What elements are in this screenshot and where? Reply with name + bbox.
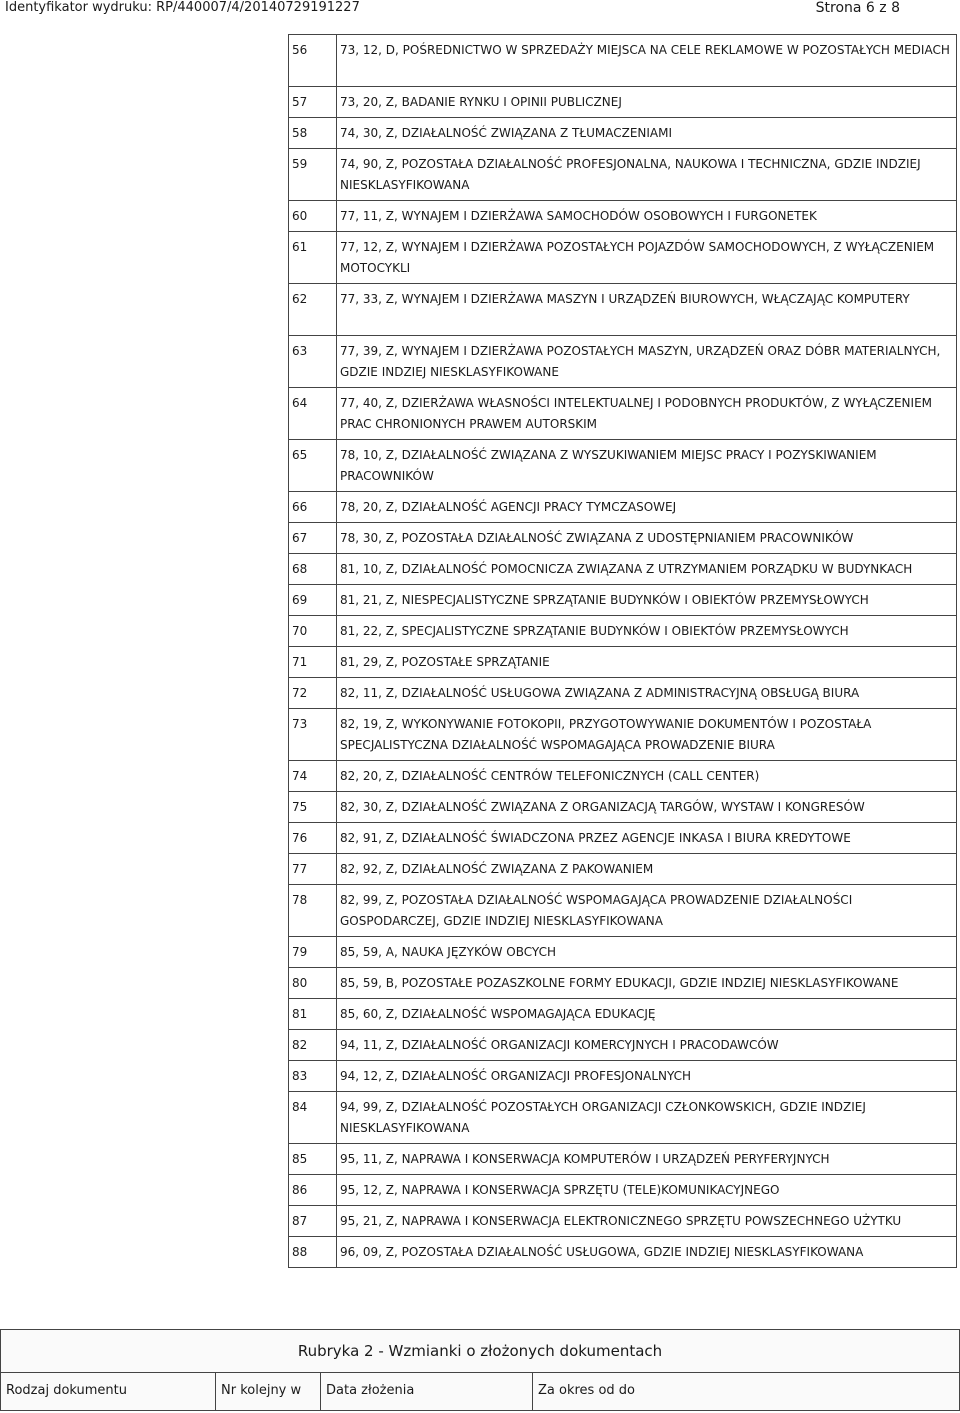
row-number: 67 (289, 523, 337, 554)
pkd-description: 85, 60, Z, DZIAŁALNOŚĆ WSPOMAGAJĄCA EDUKACJĘ (337, 999, 957, 1030)
pkd-description: 94, 12, Z, DZIAŁALNOŚĆ ORGANIZACJI PROFESJONALNYCH (337, 1061, 957, 1092)
row-number: 68 (289, 554, 337, 585)
pkd-description: 77, 12, Z, WYNAJEM I DZIERŻAWA POZOSTAŁYCH POJAZDÓW SAMOCHODOWYCH, Z WYŁĄCZENIEM MOTOCYKLI (337, 232, 957, 284)
row-number: 66 (289, 492, 337, 523)
pkd-description: 96, 09, Z, POZOSTAŁA DZIAŁALNOŚĆ USŁUGOWA, GDZIE INDZIEJ NIESKLASYFIKOWANA (337, 1237, 957, 1268)
table-row (289, 823, 957, 854)
row-number: 81 (289, 999, 337, 1030)
row-number: 79 (289, 937, 337, 968)
pkd-description: 82, 99, Z, POZOSTAŁA DZIAŁALNOŚĆ WSPOMAGAJĄCA PROWADZENIE DZIAŁALNOŚCI GOSPODARCZEJ, GDZIE INDZIEJ NIESKLASYFIKOWANA (337, 885, 957, 937)
row-number: 84 (289, 1092, 337, 1144)
pkd-description: 82, 30, Z, DZIAŁALNOŚĆ ZWIĄZANA Z ORGANIZACJĄ TARGÓW, WYSTAW I KONGRESÓW (337, 792, 957, 823)
pkd-description: 95, 21, Z, NAPRAWA I KONSERWACJA ELEKTRONICZNEGO SPRZĘTU POWSZECHNEGO UŻYTKU (337, 1206, 957, 1237)
pkd-description: 82, 92, Z, DZIAŁALNOŚĆ ZWIĄZANA Z PAKOWANIEM (337, 854, 957, 885)
pkd-codes-table (288, 34, 957, 1268)
table-row (289, 1237, 957, 1268)
row-number: 59 (289, 149, 337, 201)
table-row (289, 1206, 957, 1237)
pkd-description: 78, 10, Z, DZIAŁALNOŚĆ ZWIĄZANA Z WYSZUKIWANIEM MIEJSC PRACY I POZYSKIWANIEM PRACOWNIKÓW (337, 440, 957, 492)
table-row (289, 118, 957, 149)
column-header-filing-date: Data złożenia (321, 1373, 533, 1411)
documents-header-row (1, 1372, 959, 1411)
pkd-description: 82, 19, Z, WYKONYWANIE FOTOKOPII, PRZYGOTOWYWANIE DOKUMENTÓW I POZOSTAŁA SPECJALISTYCZNA DZIAŁALNOŚĆ WSPOMAGAJĄCA PROWADZENIE BIURA (337, 709, 957, 761)
table-row (289, 937, 957, 968)
row-number: 75 (289, 792, 337, 823)
row-number: 56 (289, 35, 337, 87)
table-row (289, 336, 957, 388)
table-row (289, 388, 957, 440)
column-header-sequence-number: Nr kolejny w (216, 1373, 321, 1411)
pkd-description: 73, 12, D, POŚREDNICTWO W SPRZEDAŻY MIEJSCA NA CELE REKLAMOWE W POZOSTAŁYCH MEDIACH (337, 35, 957, 87)
table-row (289, 1092, 957, 1144)
documents-section (0, 1329, 960, 1411)
row-number: 73 (289, 709, 337, 761)
pkd-description: 82, 91, Z, DZIAŁALNOŚĆ ŚWIADCZONA PRZEZ AGENCJE INKASA I BIURA KREDYTOWE (337, 823, 957, 854)
table-row (289, 554, 957, 585)
row-number: 77 (289, 854, 337, 885)
row-number: 87 (289, 1206, 337, 1237)
row-number: 82 (289, 1030, 337, 1061)
row-number: 72 (289, 678, 337, 709)
pkd-description: 81, 21, Z, NIESPECJALISTYCZNE SPRZĄTANIE BUDYNKÓW I OBIEKTÓW PRZEMYSŁOWYCH (337, 585, 957, 616)
row-number: 60 (289, 201, 337, 232)
pkd-description: 95, 12, Z, NAPRAWA I KONSERWACJA SPRZĘTU (TELE)KOMUNIKACYJNEGO (337, 1175, 957, 1206)
table-row (289, 999, 957, 1030)
pkd-description: 74, 90, Z, POZOSTAŁA DZIAŁALNOŚĆ PROFESJONALNA, NAUKOWA I TECHNICZNA, GDZIE INDZIEJ NIESKLASYFIKOWANA (337, 149, 957, 201)
table-row (289, 854, 957, 885)
table-row (289, 1061, 957, 1092)
row-number: 83 (289, 1061, 337, 1092)
row-number: 88 (289, 1237, 337, 1268)
table-row (289, 1144, 957, 1175)
pkd-description: 73, 20, Z, BADANIE RYNKU I OPINII PUBLICZNEJ (337, 87, 957, 118)
table-row (289, 1175, 957, 1206)
table-row (289, 968, 957, 999)
row-number: 62 (289, 284, 337, 336)
pkd-description: 82, 11, Z, DZIAŁALNOŚĆ USŁUGOWA ZWIĄZANA Z ADMINISTRACYJNĄ OBSŁUGĄ BIURA (337, 678, 957, 709)
row-number: 69 (289, 585, 337, 616)
table-row (289, 523, 957, 554)
row-number: 85 (289, 1144, 337, 1175)
pkd-description: 77, 33, Z, WYNAJEM I DZIERŻAWA MASZYN I URZĄDZEŃ BIUROWYCH, WŁĄCZAJĄC KOMPUTERY (337, 284, 957, 336)
column-header-document-type: Rodzaj dokumentu (1, 1373, 216, 1411)
print-identifier: Identyfikator wydruku: RP/440007/4/20140729191227 (5, 0, 360, 15)
table-row (289, 440, 957, 492)
row-number: 64 (289, 388, 337, 440)
table-row (289, 492, 957, 523)
print-header (0, 0, 960, 18)
column-header-period: Za okres od do (538, 1383, 635, 1398)
pkd-description: 81, 29, Z, POZOSTAŁE SPRZĄTANIE (337, 647, 957, 678)
pkd-description: 94, 99, Z, DZIAŁALNOŚĆ POZOSTAŁYCH ORGANIZACJI CZŁONKOWSKICH, GDZIE INDZIEJ NIESKLASYFIKOWANA (337, 1092, 957, 1144)
table-row (289, 616, 957, 647)
table-row (289, 709, 957, 761)
pkd-description: 77, 40, Z, DZIERŻAWA WŁASNOŚCI INTELEKTUALNEJ I PODOBNYCH PRODUKTÓW, Z WYŁĄCZENIEM PRAC CHRONIONYCH PRAWEM AUTORSKIM (337, 388, 957, 440)
page-number: Strona 6 z 8 (815, 0, 900, 16)
pkd-description: 81, 10, Z, DZIAŁALNOŚĆ POMOCNICZA ZWIĄZANA Z UTRZYMANIEM PORZĄDKU W BUDYNKACH (337, 554, 957, 585)
table-row (289, 1030, 957, 1061)
row-number: 76 (289, 823, 337, 854)
table-row (289, 284, 957, 336)
pkd-description: 85, 59, A, NAUKA JĘZYKÓW OBCYCH (337, 937, 957, 968)
pkd-description: 94, 11, Z, DZIAŁALNOŚĆ ORGANIZACJI KOMERCYJNYCH I PRACODAWCÓW (337, 1030, 957, 1061)
table-row (289, 87, 957, 118)
pkd-description: 77, 11, Z, WYNAJEM I DZIERŻAWA SAMOCHODÓW OSOBOWYCH I FURGONETEK (337, 201, 957, 232)
pkd-description: 74, 30, Z, DZIAŁALNOŚĆ ZWIĄZANA Z TŁUMACZENIAMI (337, 118, 957, 149)
row-number: 58 (289, 118, 337, 149)
pkd-description: 81, 22, Z, SPECJALISTYCZNE SPRZĄTANIE BUDYNKÓW I OBIEKTÓW PRZEMYSŁOWYCH (337, 616, 957, 647)
row-number: 71 (289, 647, 337, 678)
table-row (289, 585, 957, 616)
row-number: 70 (289, 616, 337, 647)
table-row (289, 35, 957, 87)
row-number: 78 (289, 885, 337, 937)
row-number: 63 (289, 336, 337, 388)
pkd-description: 82, 20, Z, DZIAŁALNOŚĆ CENTRÓW TELEFONICZNYCH (CALL CENTER) (337, 761, 957, 792)
row-number: 57 (289, 87, 337, 118)
table-row (289, 792, 957, 823)
pkd-description: 77, 39, Z, WYNAJEM I DZIERŻAWA POZOSTAŁYCH MASZYN, URZĄDZEŃ ORAZ DÓBR MATERIALNYCH, GDZIE INDZIEJ NIESKLASYFIKOWANE (337, 336, 957, 388)
table-row (289, 149, 957, 201)
pkd-description: 95, 11, Z, NAPRAWA I KONSERWACJA KOMPUTERÓW I URZĄDZEŃ PERYFERYJNYCH (337, 1144, 957, 1175)
table-row (289, 885, 957, 937)
pkd-description: 78, 30, Z, POZOSTAŁA DZIAŁALNOŚĆ ZWIĄZANA Z UDOSTĘPNIANIEM PRACOWNIKÓW (337, 523, 957, 554)
row-number: 86 (289, 1175, 337, 1206)
table-row (289, 761, 957, 792)
table-row (289, 201, 957, 232)
table-row (289, 678, 957, 709)
row-number: 61 (289, 232, 337, 284)
pkd-description: 85, 59, B, POZOSTAŁE POZASZKOLNE FORMY EDUKACJI, GDZIE INDZIEJ NIESKLASYFIKOWANE (337, 968, 957, 999)
table-row (289, 232, 957, 284)
pkd-description: 78, 20, Z, DZIAŁALNOŚĆ AGENCJI PRACY TYMCZASOWEJ (337, 492, 957, 523)
row-number: 74 (289, 761, 337, 792)
section-title: Rubryka 2 - Wzmianki o złożonych dokumentach (297, 1342, 663, 1360)
row-number: 65 (289, 440, 337, 492)
table-row (289, 647, 957, 678)
row-number: 80 (289, 968, 337, 999)
